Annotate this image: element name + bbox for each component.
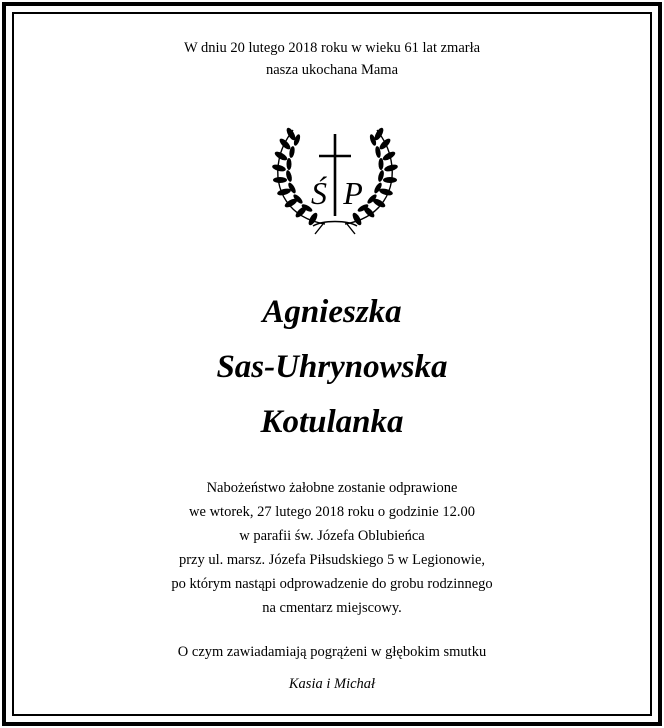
- obituary-inner-border: [12, 12, 652, 716]
- obituary-content: [14, 14, 650, 714]
- emblem-letter-left: Ś: [311, 175, 327, 211]
- service-line-1: Nabożeństwo żałobne zostanie odprawione: [206, 480, 458, 496]
- service-line-2: we wtorek, 27 lutego 2018 roku o godzinie 12.00: [189, 504, 475, 520]
- deceased-first-name: Agnieszka: [262, 294, 402, 330]
- deceased-surname-2: Kotulanka: [260, 404, 404, 440]
- service-line-3: w parafii św. Józefa Oblubieńca: [239, 528, 425, 544]
- service-line-5: po którym nastąpi odprowadzenie do grobu rodzinnego: [171, 576, 493, 592]
- closing-line: O czym zawiadamiają pogrążeni w głębokim smutku: [177, 644, 487, 660]
- deceased-surname-1: Sas-Uhrynowska: [216, 349, 448, 385]
- emblem-letter-right: P: [343, 175, 363, 211]
- cross-wreath-icon: [267, 120, 403, 240]
- signature: Kasia i Michał: [288, 676, 376, 692]
- service-line-4: przy ul. marsz. Józefa Piłsudskiego 5 w Legionowie,: [178, 552, 486, 568]
- intro-line-2: nasza ukochana Mama: [265, 62, 399, 78]
- obituary-outer-border: [2, 2, 662, 726]
- intro-line-1: W dniu 20 lutego 2018 roku w wieku 61 lat zmarła: [183, 40, 481, 56]
- service-line-6: na cmentarz miejscowy.: [262, 600, 402, 616]
